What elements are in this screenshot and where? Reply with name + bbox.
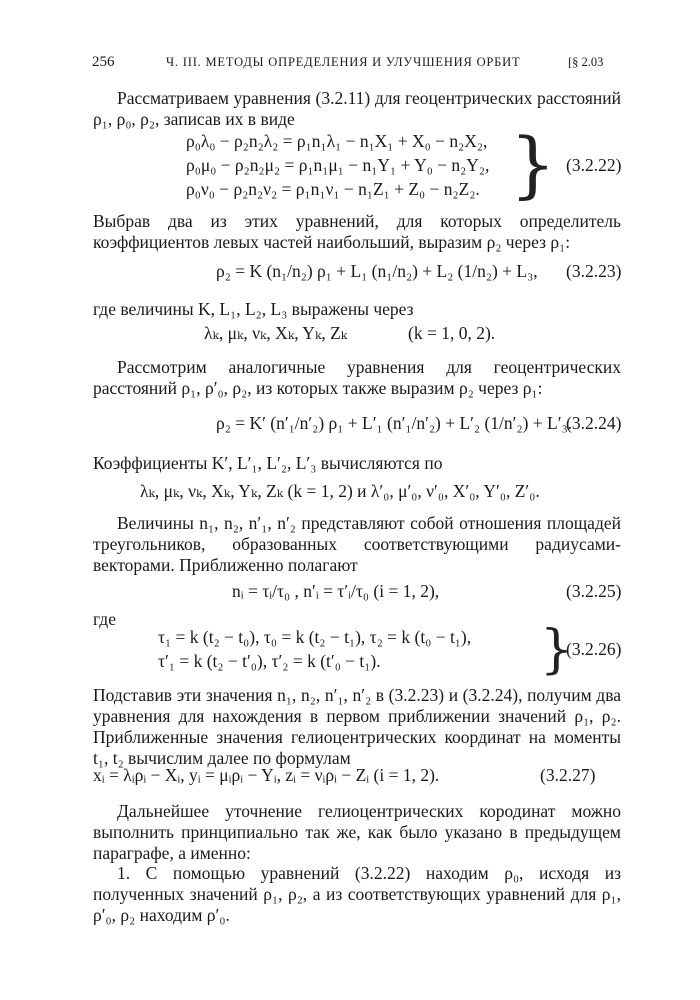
equation-3-2-24: ρ₂ = K′ (n′₁/n′₂) ρ₁ + L′₁ (n′₁/n′₂) + L′₂ (1/n′₂) + L′₃.: [216, 413, 573, 433]
paragraph-4: Рассмотрим аналогичные уравнения для геоцентрических расстояний ρ₁, ρ′₀, ρ₂, из которых также выразим ρ₂ через ρ₁:: [93, 357, 621, 398]
page-number: 256: [92, 54, 115, 70]
equation-label-3-2-26: (3.2.26): [566, 639, 622, 659]
paragraph-3: где величины K, L₁, L₂, L₃ выражены через: [93, 299, 414, 319]
right-brace: }: [540, 620, 574, 680]
paragraph-10: 1. С помощью уравнений (3.2.22) находим ρ₀, исходя из полученных значений ρ₁, ρ₂, а из соответствующих уравнений для ρ₁, ρ′₀, ρ₂ находим ρ′₀.: [93, 863, 621, 925]
variables-condition: (k = 1, 0, 2).: [408, 323, 496, 343]
equation-label-3-2-23: (3.2.23): [566, 261, 622, 281]
equation-label-3-2-27: (3.2.27): [540, 765, 596, 785]
equation-label-3-2-25: (3.2.25): [566, 581, 622, 601]
paragraph-6: Величины n₁, n₂, n′₁, n′₂ представляют собой отношения площадей треугольников, образованных соответствующими радиусами-векторами. Приближенно полагают: [93, 513, 621, 575]
equation-3-2-23: ρ₂ = K (n₁/n₂) ρ₁ + L₁ (n₁/n₂) + L₂ (1/n₂) + L₃,: [216, 261, 538, 281]
equation-3-2-27: xᵢ = λᵢρᵢ − Xᵢ, yᵢ = μᵢρᵢ − Yᵢ, zᵢ = νᵢρᵢ − Zᵢ (i = 1, 2).: [93, 765, 440, 785]
right-brace: }: [510, 122, 556, 206]
running-title: Ч. III. МЕТОДЫ ОПРЕДЕЛЕНИЯ И УЛУЧШЕНИЯ ОРБИТ: [166, 55, 521, 69]
equation-3-2-26-line-1: τ₁ = k (t₂ − t₀), τ₀ = k (t₂ − t₁), τ₂ = k (t₀ − t₁),: [158, 627, 472, 647]
equation-3-2-22-line-1: ρ₀λ₀ − ρ₂n₂λ₂ = ρ₁n₁λ₁ − n₁X₁ + X₀ − n₂X₂,: [186, 131, 488, 151]
section-marker: [§ 2.03: [568, 55, 604, 69]
paragraph-1: Рассматриваем уравнения (3.2.11) для геоцентрических расстояний ρ₁, ρ₀, ρ₂, записав их в виде: [93, 88, 621, 129]
paragraph-5: Коэффициенты K′, L′₁, L′₂, L′₃ вычисляются по: [93, 453, 443, 473]
equation-3-2-26-line-2: τ′₁ = k (t₂ − t′₀), τ′₂ = k (t′₀ − t₁).: [158, 651, 381, 671]
paragraph-8: Подставив эти значения n₁, n₂, n′₁, n′₂ в (3.2.23) и (3.2.24), получим два уравнения для нахождения в первом приближении значений ρ₁, ρ₂. Приближенные значения гелиоцентрических координат на моменты t₁, t₂ вычислим далее по формулам: [93, 685, 621, 768]
paragraph-9: Дальнейшее уточнение гелиоцентрических кородинат можно выполнить принципиально так же, как было указано в предыдущем параграфе, а именно:: [93, 801, 621, 863]
variables-line: λₖ, μₖ, νₖ, Xₖ, Yₖ, Zₖ: [204, 323, 348, 343]
paragraph-2: Выбрав два из этих уравнений, для которых определитель коэффициентов левых частей наибольший, выразим ρ₂ через ρ₁:: [93, 211, 621, 252]
equation-3-2-22-line-2: ρ₀μ₀ − ρ₂n₂μ₂ = ρ₁n₁μ₁ − n₁Y₁ + Y₀ − n₂Y₂,: [186, 155, 490, 175]
equation-3-2-25: nᵢ = τᵢ/τ₀ , n′ᵢ = τ′ᵢ/τ₀ (i = 1, 2),: [232, 581, 440, 601]
variables-line-2: λₖ, μₖ, νₖ, Xₖ, Yₖ, Zₖ (k = 1, 2) и λ′₀, μ′₀, ν′₀, X′₀, Y′₀, Z′₀.: [140, 481, 540, 501]
equation-3-2-22-line-3: ρ₀ν₀ − ρ₂n₂ν₂ = ρ₁n₁ν₁ − n₁Z₁ + Z₀ − n₂Z₂.: [186, 179, 480, 199]
paragraph-7: где: [93, 609, 116, 629]
equation-label-3-2-22: (3.2.22): [566, 155, 622, 175]
equation-label-3-2-24: (3.2.24): [566, 413, 622, 433]
